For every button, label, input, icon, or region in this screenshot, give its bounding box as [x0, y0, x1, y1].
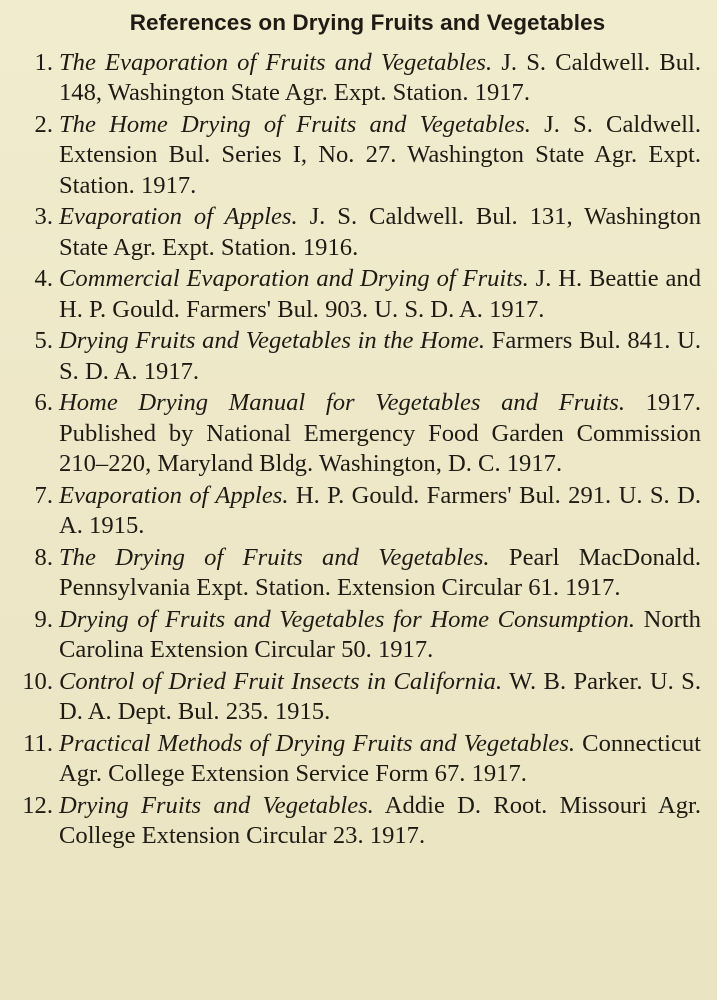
reference-title: Control of Dried Fruit Insects in California. — [59, 667, 503, 695]
reference-details: W. B. Parker. U. S. D. A. Dept. Bul. 235. 1915. — [59, 667, 701, 726]
reference-text — [59, 481, 701, 542]
reference-item — [16, 202, 701, 263]
reference-title: Home Drying Manual for Vegetables and Fruits. — [59, 389, 625, 417]
reference-item — [16, 326, 701, 387]
reference-title: Drying Fruits and Vegetables in the Home. — [59, 327, 486, 355]
reference-title: Drying Fruits and Vegetables. — [59, 791, 374, 819]
reference-details: 1917. Published by National Emergency Food Garden Commission 210–220, Maryland Bldg. Washington, D. C. 1917. — [59, 389, 701, 478]
reference-item — [16, 729, 701, 790]
reference-details: J. H. Beattie and H. P. Gould. Farmers' Bul. 903. U. S. D. A. 1917. — [59, 265, 701, 323]
reference-item — [16, 605, 701, 666]
reference-item — [16, 481, 701, 542]
reference-number: 1. — [34, 49, 53, 76]
reference-title: The Evaporation of Fruits and Vegetables. — [59, 49, 493, 76]
reference-item — [16, 264, 701, 325]
reference-details: H. P. Gould. Farmers' Bul. 291. U. S. D. A. 1915. — [59, 481, 701, 540]
reference-text — [59, 543, 701, 604]
reference-item — [16, 48, 701, 109]
reference-title: Practical Methods of Drying Fruits and Vegetables. — [59, 729, 576, 757]
reference-item — [16, 388, 701, 479]
reference-details: J. S. Caldwell. Extension Bul. Series I, No. 27. Washington State Agr. Expt. Station. 1917. — [59, 111, 701, 199]
reference-number: 10. — [22, 667, 53, 695]
reference-details: North Carolina Extension Circular 50. 1917. — [59, 605, 701, 664]
reference-details: J. S. Caldwell. Bul. 131, Washington State Agr. Expt. Station. 1916. — [59, 203, 701, 261]
reference-text — [59, 48, 701, 109]
reference-list — [16, 48, 701, 852]
reference-text — [59, 791, 701, 852]
reference-details: Pearl MacDonald. Pennsylvania Expt. Station. Extension Circular 61. 1917. — [59, 543, 701, 602]
reference-title: Drying of Fruits and Vegetables for Home Consumption. — [59, 605, 635, 633]
reference-title: The Drying of Fruits and Vegetables. — [59, 543, 490, 571]
reference-text — [59, 388, 701, 479]
reference-item — [16, 667, 701, 728]
reference-number: 11. — [23, 729, 53, 757]
reference-item — [16, 791, 701, 852]
reference-details: J. S. Caldwell. Bul. 148, Washington State Agr. Expt. Station. 1917. — [59, 49, 701, 107]
reference-text — [59, 202, 701, 263]
reference-title: The Home Drying of Fruits and Vegetables. — [59, 111, 531, 138]
reference-number: 4. — [34, 265, 53, 293]
reference-details: Connecticut Agr. College Extension Service Form 67. 1917. — [59, 729, 702, 788]
reference-title: Commercial Evaporation and Drying of Fruits. — [59, 265, 529, 293]
reference-number: 9. — [34, 605, 53, 633]
reference-text — [59, 667, 701, 728]
reference-number: 8. — [34, 543, 53, 571]
reference-text — [59, 605, 701, 666]
reference-details: Farmers Bul. 841. U. S. D. A. 1917. — [59, 327, 701, 385]
reference-number: 2. — [34, 111, 53, 138]
reference-text — [59, 110, 701, 201]
reference-title: Evaporation of Apples. — [59, 203, 298, 231]
reference-number: 12. — [22, 791, 53, 819]
reference-number: 6. — [34, 389, 53, 417]
reference-details: Addie D. Root. Missouri Agr. College Extension Circular 23. 1917. — [59, 791, 701, 850]
reference-text — [59, 264, 701, 325]
page-title: References on Drying Fruits and Vegetables — [129, 10, 606, 35]
reference-number: 3. — [34, 203, 53, 231]
reference-number: 7. — [34, 481, 53, 509]
reference-item — [16, 110, 701, 201]
reference-item — [16, 543, 701, 604]
reference-title: Evaporation of Apples. — [59, 481, 289, 509]
reference-number: 5. — [34, 327, 53, 355]
reference-text — [59, 729, 701, 790]
reference-text — [59, 326, 701, 387]
